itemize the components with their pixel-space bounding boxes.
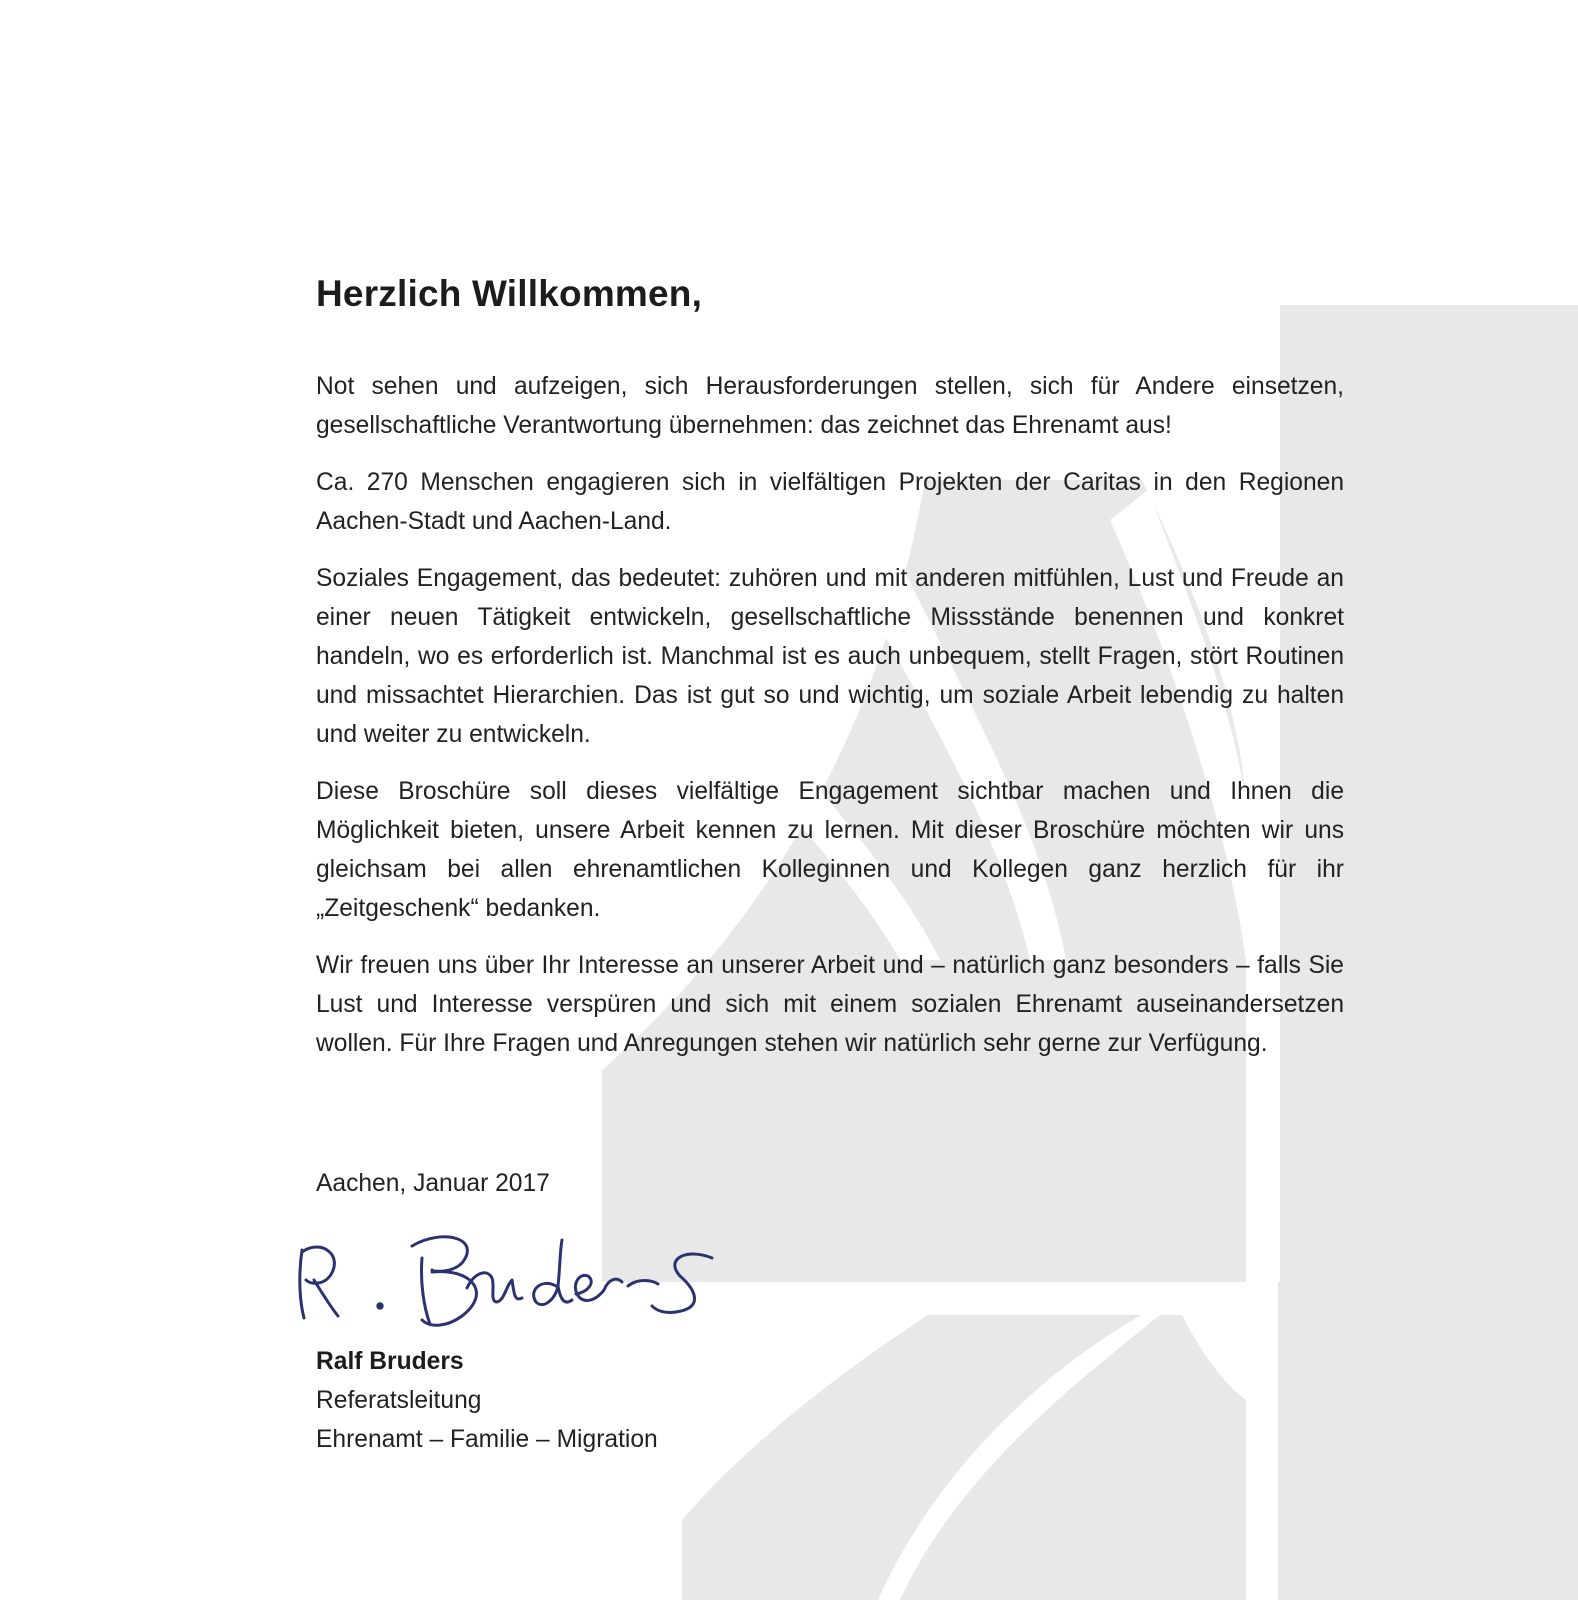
handwritten-signature [292, 1228, 752, 1338]
paragraph: Wir freuen uns über Ihr Interesse an unserer Arbeit und – natürlich ganz besonders – falls Sie Lust und Interesse verspüren und sich mit einem sozialen Ehrenamt auseinandersetzen wollen. Für Ihre Fragen und Anregungen stehen wir natürlich sehr gerne zur Verfügung. [316, 952, 1344, 1057]
date-line: Aachen, Januar 2017 [316, 1170, 550, 1197]
signer-name: Ralf Bruders [316, 1348, 464, 1375]
letter-body [316, 367, 1344, 1081]
paragraph: Diese Broschüre soll dieses vielfältige Engagement sichtbar machen und Ihnen die Möglichkeit bieten, unsere Arbeit kennen zu lernen. Mit dieser Broschüre möchten wir uns gleichsam bei allen ehrenamtlichen Kolleginnen und Kollegen ganz herzlich für ihr „Zeitgeschenk“ bedanken. [316, 778, 1344, 922]
signer-role: Referatsleitung [316, 1387, 482, 1414]
paragraph: Soziales Engagement, das bedeutet: zuhören und mit anderen mitfühlen, Lust und Freude an einer neuen Tätigkeit entwickeln, gesellschaftliche Missstände benennen und konkret handeln, wo es erforderlich ist. Manchmal ist es auch unbequem, stellt Fragen, stört Routinen und missachtet Hierarchien. Das ist gut so und wichtig, um soziale Arbeit lebendig zu halten und weiter zu entwickeln. [316, 565, 1344, 748]
page-title: Herzlich Willkommen, [316, 273, 703, 314]
paragraph: Not sehen und aufzeigen, sich Herausforderungen stellen, sich für Andere einsetzen, gesellschaftliche Verantwortung übernehmen: das zeichnet das Ehrenamt aus! [316, 373, 1344, 439]
signer-department: Ehrenamt – Familie – Migration [316, 1426, 658, 1453]
paragraph: Ca. 270 Menschen engagieren sich in vielfältigen Projekten der Caritas in den Regionen Aachen-Stadt und Aachen-Land. [316, 469, 1344, 535]
